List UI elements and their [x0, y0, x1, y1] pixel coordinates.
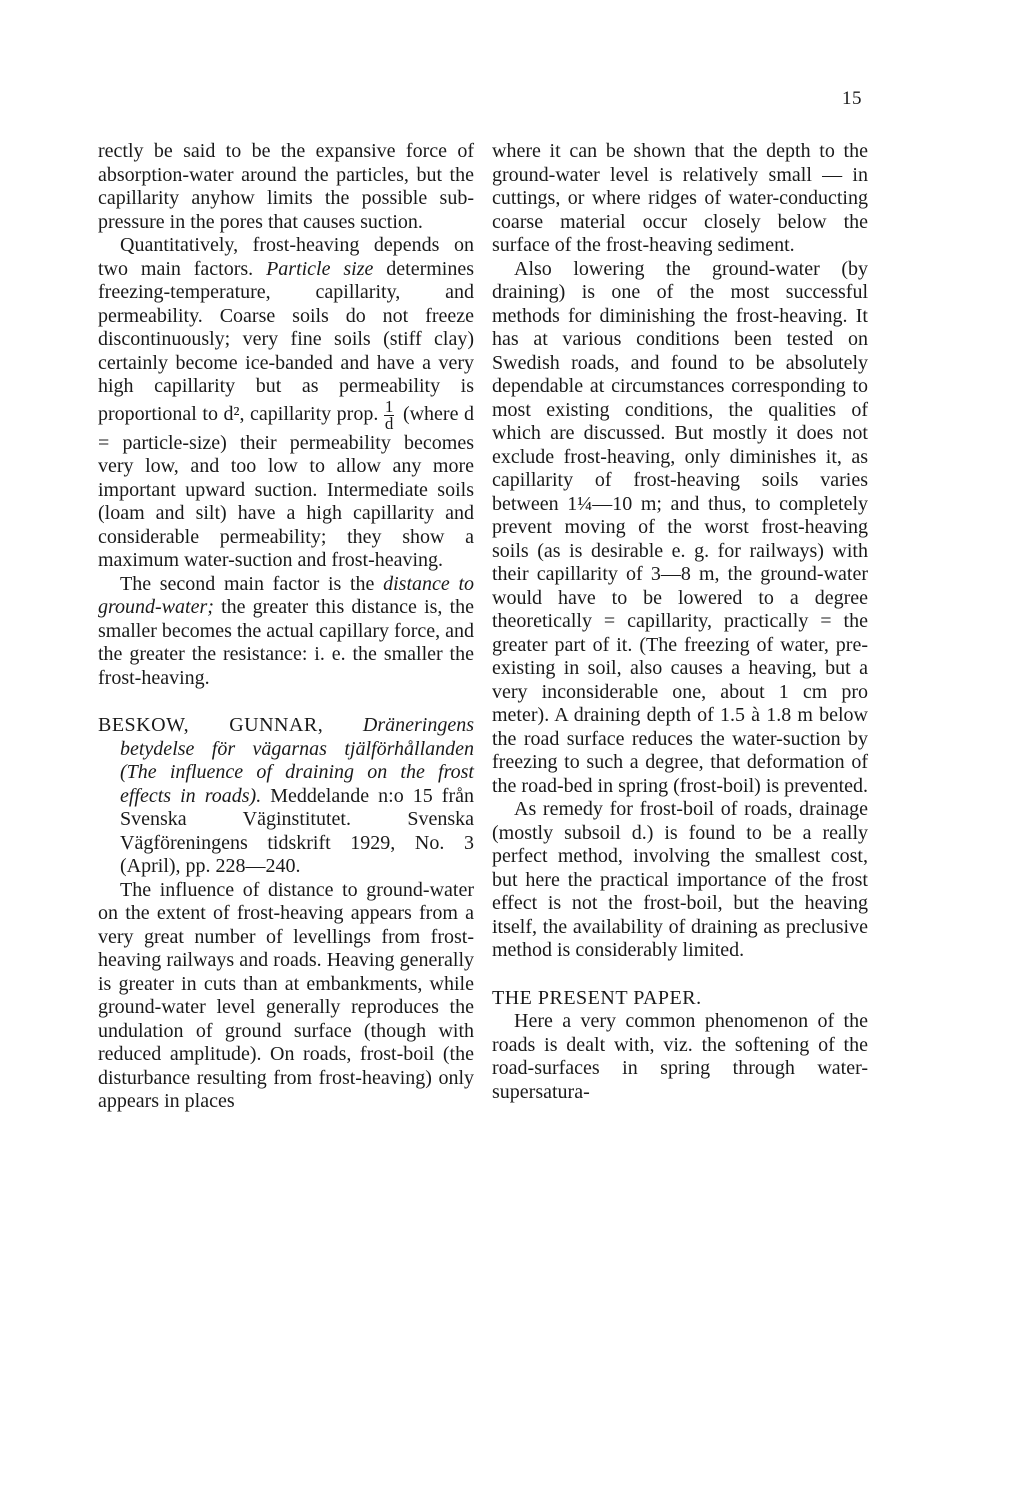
- paragraph: As remedy for frost-boil of roads, drainage (mostly subsoil d.) is found to be a really perfect method, involving the smallest cost, but here the practical importance of the frost effect is not the frost-boil, but the heaving itself, the availability of draining as preclusive method is considerably limited.: [492, 798, 868, 961]
- fraction-denominator: d: [384, 413, 394, 433]
- page-number: 15: [842, 88, 862, 109]
- text: determines freezing-temperature, capillarity, and permeability. Coarse soils do not freeze discontinuously; very fine soils (stiff clay) certainly become ice-banded and have a very high capillarity but as permeability is proportional to d², capillarity prop.: [98, 257, 475, 425]
- paragraph: [98, 573, 474, 691]
- reference-entry: [98, 714, 474, 879]
- paragraph: Here a very common phenomenon of the roads is dealt with, viz. the softening of the road-surfaces in spring through water-supersatura-: [492, 1010, 868, 1103]
- emphasis: Particle size: [266, 257, 374, 280]
- paragraph: where it can be shown that the depth to the ground-water level is relatively small — in cuttings, or where ridges of water-conducting coarse material occur closely below the surface of the frost-heaving sediment.: [492, 140, 868, 256]
- fraction-numerator: 1: [384, 396, 394, 416]
- text: Quantitatively, frost-heaving depends on two main factors.: [98, 234, 474, 280]
- text: The second main factor is the: [120, 572, 375, 595]
- reference-title: Dräneringens betydelse för vägarnas tjälförhållanden (The influence of draining on the frost effects in roads).: [120, 714, 474, 807]
- fraction: [384, 396, 395, 433]
- emphasis: distance to ground-water;: [98, 572, 474, 618]
- paragraph: rectly be said to be the expansive force of absorption-water around the particles, but the capillarity anyhow limits the possible sub-pressure in the pores that causes suction.: [98, 140, 474, 233]
- left-column: [98, 140, 474, 1114]
- reference-source: Meddelande n:o 15 från Svenska Väginstitutet. Svenska Vägföreningens tidskrift 1929, No. 3 (April), pp. 228—240.: [120, 784, 475, 877]
- paragraph: [98, 234, 474, 573]
- paragraph: The influence of distance to ground-water on the extent of frost-heaving appears from a very great number of levellings from frost-heaving railways and roads. Heaving generally is greater in cuts than at embankments, while ground-water level generally reproduces the undulation of ground surface (though with reduced amplitude). On roads, frost-boil (the disturbance resulting from frost-heaving) only appears in places: [98, 878, 474, 1112]
- reference-author: BESKOW, GUNNAR,: [98, 714, 324, 736]
- text: (where d = particle-size) their permeability becomes very low, and too low to allow any more important upward suction. Intermediate soils (loam and silt) have a high capillarity and considerable permeability; they show a maximum water-suction and frost-heaving.: [98, 402, 474, 571]
- right-column: [492, 140, 868, 1104]
- paragraph: Also lowering the ground-water (by draining) is one of the most successful methods for diminishing the frost-heaving. It has at various conditions been tested on Swedish roads, and found to be absolutely dependable at circumstances corresponding to most existing conditions, the qualities of which are discussed. But mostly it does not exclude frost-heaving, only diminishes it, as capillarity of frost-heaving soils varies between 1¼—10 m; and thus, to completely prevent moving of the worst frost-heaving soils (as is desirable e. g. for railways) with their capillarity of 3—8 m, the ground-water would have to be lowered to a degree theoretically = capillarity, practically = the greater part of it. (The freezing of water, pre-existing in soil, also causes a heaving, but a very inconsiderable one, about 1 cm pro meter). A draining depth of 1.5 à 1.8 m below the road surface reduces the water-suction by freezing to such a degree, that deformation of the road-bed in spring (frost-boil) is prevented.: [492, 257, 869, 797]
- text: the greater this distance is, the smaller becomes the actual capillary force, and the greater the resistance: i. e. the smaller the frost-heaving.: [98, 596, 474, 689]
- section-heading: THE PRESENT PAPER.: [492, 986, 702, 1009]
